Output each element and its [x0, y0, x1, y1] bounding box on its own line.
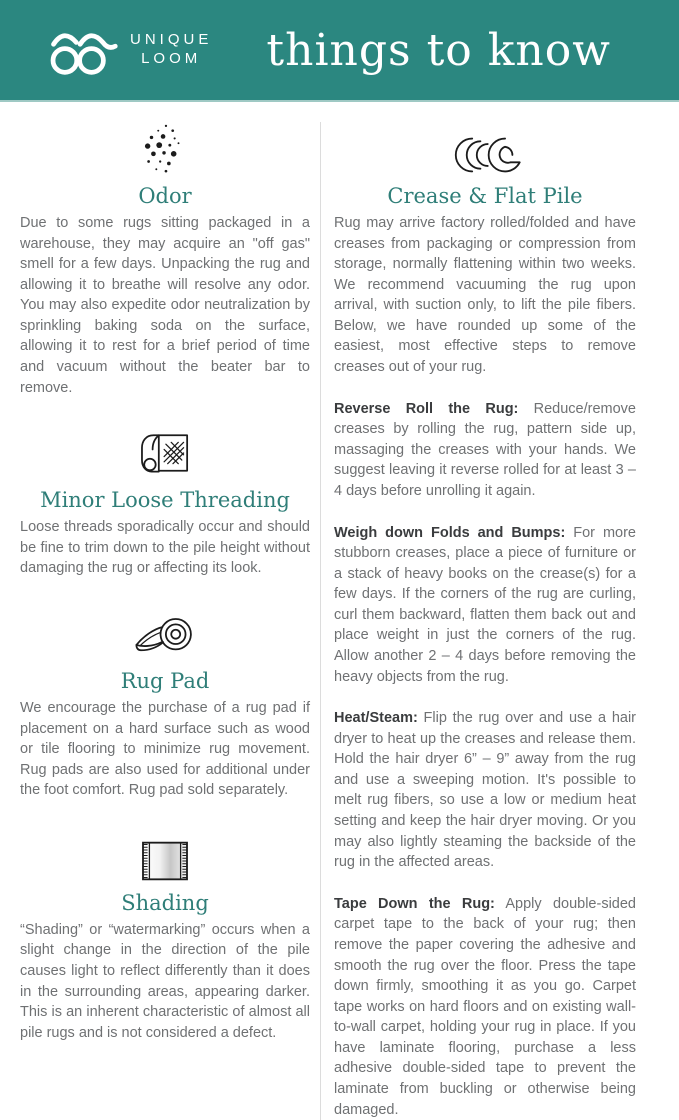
rolled-rug-crosshatch-icon [20, 424, 310, 480]
section-shading [20, 827, 310, 1043]
section-minor-loose-threading [20, 424, 310, 579]
tip-heat-steam-body: Flip the rug over and use a hair dryer to heat up the creases and release them. Hold the hair dryer 6” – 9” away from the rug and use a sweeping motion. It's possible to melt rug fibers, so use a low or medium heat setting and keep the hair dryer moving. Or you may also lightly steaming the backside of the rug in the affected areas. [334, 710, 636, 871]
brand-name-line2: LOOM [141, 50, 202, 67]
page-title: things to know [266, 24, 611, 76]
rolled-rug-spiral-icon [334, 120, 636, 176]
section-rug-pad [20, 605, 310, 801]
section-crease-flat-pile [334, 120, 636, 378]
header-banner [0, 0, 679, 102]
unique-loom-dd-logo-icon [44, 21, 120, 79]
section-heading-odor: Odor [138, 184, 192, 208]
tip-weigh-down-body: For more stubborn creases, place a piece of furniture or a stack of heavy books on the crease(s) for a few days. If the corners of the rug are curling, curl them backward, flatten them back out and place weight in just the corners of the rug. Allow another 2 – 4 days before removing the heavy objects from the rug. [334, 524, 636, 685]
tip-heat-steam [334, 708, 636, 873]
tip-weigh-down-lead: Weigh down Folds and Bumps: [334, 524, 566, 541]
section-heading-threading: Minor Loose Threading [40, 488, 290, 513]
tip-heat-steam-lead: Heat/Steam: [334, 710, 418, 727]
section-body-crease: Rug may arrive factory rolled/folded and have creases from packaging or compression from storage, normally flattening within two weeks. We recommend vacuuming the rug upon arrival, with suction only, to lift the pile fibers. Below, we have rounded up some of the easiest, most effective steps to remove creases out of your rug. [334, 215, 636, 376]
right-column [321, 116, 636, 1120]
tip-reverse-roll-body: Reduce/remove creases by rolling the rug, pattern side up, massaging the creases with your hands. We suggest leaving it reverse rolled for at least 3 – 4 days before unrolling it again. [334, 400, 636, 499]
brand-name-line1: UNIQUE [130, 31, 213, 49]
brand-logo [44, 21, 212, 79]
section-body-threading: Loose threads sporadically occur and should be fine to trim down to the pile height without damaging the rug or affecting its look. [20, 519, 310, 577]
section-heading-crease: Crease & Flat Pile [387, 184, 583, 208]
section-heading-shading: Shading [121, 890, 209, 915]
tip-reverse-roll-lead: Reverse Roll the Rug: [334, 400, 519, 417]
shaded-rug-fringe-icon [20, 827, 310, 883]
section-body-shading: “Shading” or “watermarking” occurs when a slight change in the direction of the pile causes light to reflect differently than it does in the surrounding areas, appearing darker. This is an inherent characteristic of almost all pile rugs and is not considered a defect. [20, 921, 310, 1041]
left-column [20, 116, 320, 1120]
tip-tape-down-lead: Tape Down the Rug: [334, 895, 495, 912]
tip-weigh-down [334, 523, 636, 688]
tip-tape-down [334, 894, 636, 1120]
tip-reverse-roll [334, 399, 636, 502]
content-area [0, 102, 679, 1120]
section-heading-rug-pad: Rug Pad [120, 668, 210, 693]
rug-pad-roll-icon [20, 605, 310, 661]
brand-name [130, 31, 212, 69]
section-odor [20, 120, 310, 398]
section-body-odor: Due to some rugs sitting packaged in a warehouse, they may acquire an "off gas" smell for a few days. Unpacking the rug and allowing it to breathe will resolve any odor. You may also expedite odor neutralization by sprinkling baking soda on the surface, allowing it to rest for a brief period of time and vacuum without the beater bar to remove. [20, 215, 310, 396]
tip-tape-down-body: Apply double-sided carpet tape to the back of your rug; then remove the paper covering the adhesive and smooth the rug over the floor. Press the tape down firmly, smoothing it as you go. Carpet tape works on hard floors and on existing wall-to-wall carpet, holding your rug in place. If you have laminate flooring, purchase a less adhesive double-sided tape to prevent the laminate from buckling or otherwise being damaged. [334, 895, 636, 1118]
odor-dots-icon [20, 120, 310, 176]
section-body-rug-pad: We encourage the purchase of a rug pad if placement on a hard surface such as wood or tile flooring to minimize rug movement. Rug pads are also used for additional under the foot comfort. Rug pad sold separately. [20, 699, 310, 799]
